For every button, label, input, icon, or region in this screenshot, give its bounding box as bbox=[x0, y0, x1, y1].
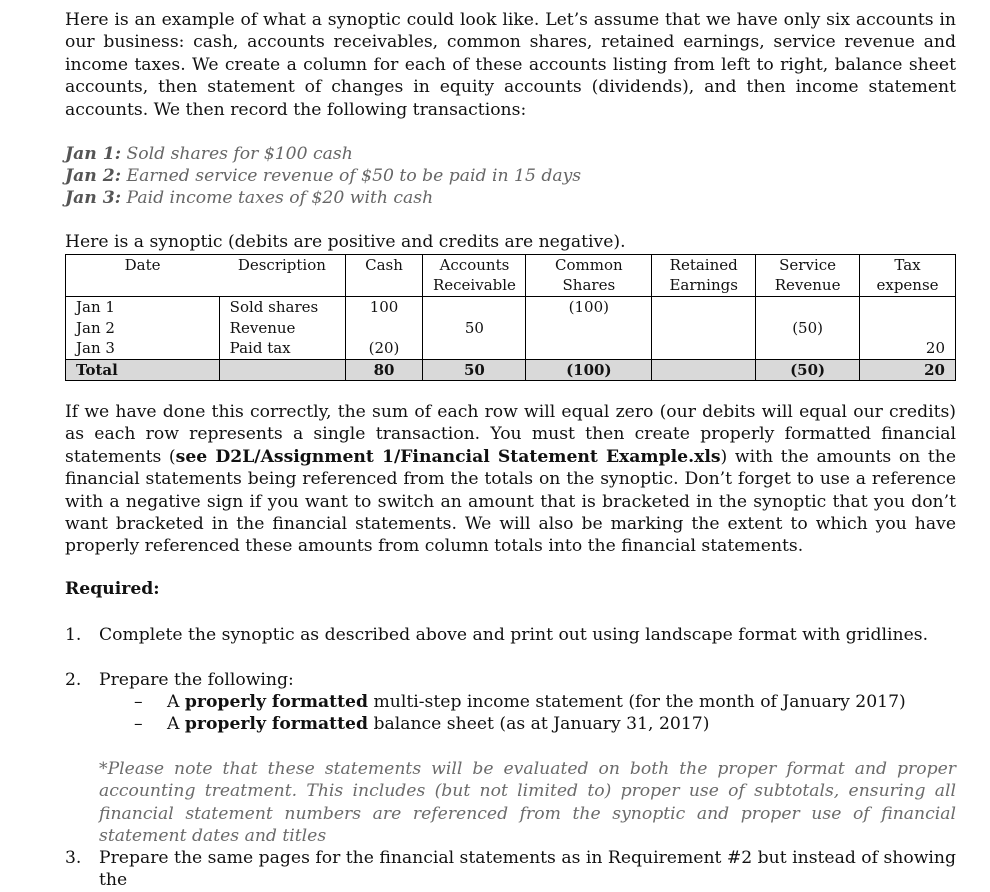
transaction-line bbox=[65, 187, 433, 209]
synoptic-caption: Here is a synoptic (debits are positive and credits are negative). bbox=[65, 232, 626, 252]
transaction-text: Sold shares for $100 cash bbox=[126, 144, 353, 164]
total-tax-expense: 20 bbox=[860, 359, 956, 381]
dash-bullet: – bbox=[134, 692, 143, 712]
header-description: Description bbox=[219, 255, 345, 297]
table-total-row bbox=[66, 359, 956, 381]
cell-common-shares bbox=[526, 338, 652, 359]
total-retained-earnings bbox=[652, 359, 756, 381]
list-text: Complete the synoptic as described above and print out using landscape format with gridlines. bbox=[99, 625, 929, 645]
header-retained-earnings: Retained Earnings bbox=[652, 255, 756, 297]
cell-date: Jan 2 bbox=[76, 318, 115, 337]
list-number: 3. bbox=[65, 848, 82, 868]
transaction-line bbox=[65, 143, 353, 165]
header-service-revenue: Service Revenue bbox=[756, 255, 860, 297]
cell-retained-earnings bbox=[652, 318, 756, 339]
synoptic-table bbox=[65, 254, 956, 381]
cell-description: Paid tax bbox=[219, 338, 345, 359]
cell-service-revenue bbox=[756, 297, 860, 318]
required-heading: Required: bbox=[65, 579, 160, 599]
paragraph-text: If we have done this correctly, the sum of each row will equal zero (our debits will equal our credits) as each row represents a single transaction. You must then create properly formatted financial statements ( bbox=[65, 402, 956, 467]
evaluation-note: *Please note that these statements will be evaluated on both the proper format and proper accounting treatment. This includes (but not limited to) proper use of subtotals, ensuring all financial statement numbers are referenced from the synoptic and proper use of financial statement dates and titles bbox=[99, 759, 956, 847]
total-cash: 80 bbox=[345, 359, 423, 381]
header-date: Date bbox=[66, 255, 220, 297]
cell-cash: (20) bbox=[345, 338, 423, 359]
cell-cash: 100 bbox=[345, 297, 423, 318]
cell-tax-expense bbox=[860, 318, 956, 339]
total-accounts-receivable: 50 bbox=[423, 359, 526, 381]
cell-tax-expense bbox=[860, 297, 956, 318]
total-service-revenue: (50) bbox=[756, 359, 860, 381]
cell-retained-earnings bbox=[652, 338, 756, 359]
cell-date: Jan 1 bbox=[76, 298, 115, 317]
instructions-paragraph bbox=[65, 401, 956, 558]
file-reference: see D2L/Assignment 1/Financial Statement Example.xls bbox=[175, 446, 721, 467]
table-row bbox=[66, 297, 956, 318]
header-cash: Cash bbox=[345, 255, 423, 297]
transaction-date: Jan 1: bbox=[65, 144, 122, 164]
transaction-line bbox=[65, 165, 581, 187]
total-label: Total bbox=[66, 359, 220, 381]
dash-bullet: – bbox=[134, 714, 143, 734]
cell-service-revenue: (50) bbox=[756, 318, 860, 339]
table-row bbox=[66, 338, 956, 359]
cell-common-shares: (100) bbox=[526, 297, 652, 318]
table-row bbox=[66, 318, 956, 339]
paragraph-text: ) with the amounts on the financial statements being referenced from the totals on the synoptic. Don’t forget to use a reference with a negative sign if you want to switch an amount that is bracketed in the synoptic that you don’t want bracketed in the financial statements. We will also be marking the extent to which you have properly referenced these amounts from column totals into the financial statements. bbox=[65, 446, 956, 557]
total-common-shares: (100) bbox=[526, 359, 652, 381]
cell-accounts-receivable bbox=[423, 338, 526, 359]
transaction-text: Paid income taxes of $20 with cash bbox=[126, 188, 434, 208]
cell-description: Revenue bbox=[219, 318, 345, 339]
header-tax-expense: Tax expense bbox=[860, 255, 956, 297]
cell-service-revenue bbox=[756, 338, 860, 359]
header-accounts-receivable: Accounts Receivable bbox=[423, 255, 526, 297]
cell-description: Sold shares bbox=[219, 297, 345, 318]
cell-cash bbox=[345, 318, 423, 339]
intro-paragraph: Here is an example of what a synoptic could look like. Let’s assume that we have only six accounts in our business: cash, accounts receivables, common shares, retained earnings, service revenue and income taxes. We create a column for each of these accounts listing from left to right, balance sheet accounts, then statement of changes in equity accounts (dividends), and then income statement accounts. We then record the following transactions: bbox=[65, 10, 956, 120]
table-header-row bbox=[66, 255, 956, 297]
transaction-text: Earned service revenue of $50 to be paid in 15 days bbox=[126, 166, 582, 186]
document-page: Here is an example of what a synoptic could look like. Let’s assume that we have only six accounts in our business: cash, accounts receivables, common shares, retained earnings, service revenue and income taxes. We create a column for each of these accounts listing from left to right, balance sheet accounts, then statement of changes in equity accounts (dividends), and then income statement accounts. We then record the following transactions: Jan 1: Sold shares for $100 cash Jan 2: Earned service revenue of $50 to be paid in 15 days Jan 3: Paid income taxes of $20 with cash Here is a synoptic (debits are positive and credits are negative). Date Description Cash Accounts Receivable Common Shares Retained Earnings Service Revenue Tax expense Jan 1 Sold shares 100 (100) Jan 2 Revenue 50 (50) Jan 3 Paid tax (20) 20 Total 80 50 (100) (50) 20 If we have done this correctly, the sum of each row will equal zero (our debits will equal our credits) as each row represents a single transaction. You must then create properly formatted financial statements (see D2L/Assignment 1/Financial Statement Example.xls) with the amounts on the financial statements being referenced from the totals on the synoptic. Don’t forget to use a reference with a negative sign if you want to switch an amount that is bracketed in the synoptic that you don’t want bracketed in the financial statements. We will also be marking the extent to which you have properly referenced these amounts from column totals into the financial statements. Required: 1. Complete the synoptic as described above and print out using landscape format with gridlines. 2. Prepare the following: – A properly formatted multi-step income statement (for the month of January 2017) – A properly formatted balance sheet (as at January 31, 2017) *Please note that these statements will be evaluated on both the proper format and proper accounting treatment. This includes (but not limited to) proper use of subtotals, ensuring all financial statement numbers are referenced from the synoptic and proper use of financial statement dates and titles 3. Prepare the same pages for the financial statements as in Requirement #2 but instead of showing the bbox=[65, 10, 956, 891]
transaction-date: Jan 3: bbox=[65, 188, 122, 208]
cell-date: Jan 3 bbox=[76, 339, 115, 358]
list-text: Prepare the same pages for the financial statements as in Requirement #2 but instead of showing the bbox=[99, 848, 956, 891]
list-number: 2. bbox=[65, 670, 82, 690]
cell-tax-expense: 20 bbox=[860, 338, 956, 359]
transaction-date: Jan 2: bbox=[65, 166, 122, 186]
header-common-shares: Common Shares bbox=[526, 255, 652, 297]
cell-description bbox=[219, 359, 345, 381]
cell-common-shares bbox=[526, 318, 652, 339]
cell-accounts-receivable bbox=[423, 297, 526, 318]
list-number: 1. bbox=[65, 625, 82, 645]
cell-retained-earnings bbox=[652, 297, 756, 318]
cell-accounts-receivable: 50 bbox=[423, 318, 526, 339]
list-text: Prepare the following: bbox=[99, 670, 294, 690]
